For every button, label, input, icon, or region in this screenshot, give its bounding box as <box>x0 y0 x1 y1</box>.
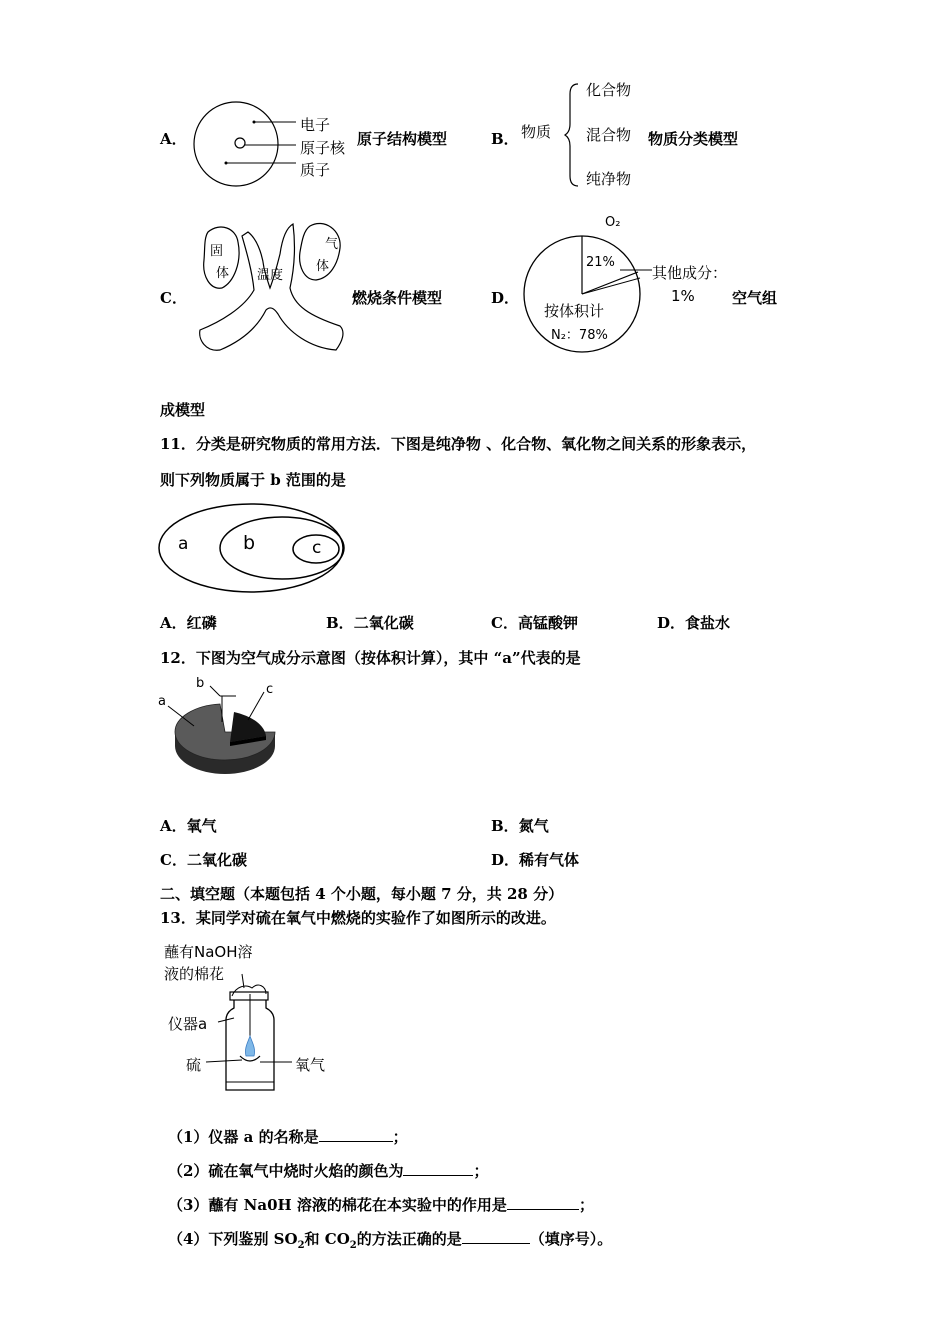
answer-blank-1[interactable] <box>319 1127 393 1142</box>
others-label: 其他成分： <box>652 264 728 282</box>
option-c-letter: C． <box>160 289 187 307</box>
combustion-model-label: 燃烧条件模型 <box>352 289 443 307</box>
branch-compound: 化合物 <box>586 81 632 99</box>
answer-blank-2[interactable] <box>403 1161 473 1176</box>
pie-label-a: a <box>158 694 166 709</box>
q13-sub3: （3）蘸有 Na0H 溶液的棉花在本实验中的作用是 ； <box>168 1196 594 1214</box>
q12-option-b[interactable]: B．氮气 <box>491 817 549 835</box>
classification-model-label: 物质分类模型 <box>648 130 739 148</box>
classification-root: 物质 <box>521 123 552 141</box>
q12-option-a[interactable]: A．氧气 <box>160 817 217 835</box>
option-b-letter: B． <box>491 130 519 148</box>
gas-label-1: 气 <box>325 237 339 252</box>
q11-option-c[interactable]: C．高锰酸钾 <box>491 614 578 632</box>
q13-stem: 13．某同学对硫在氧气中燃烧的实验作了如图所示的改进。 <box>160 909 556 927</box>
q11-option-a[interactable]: A．红磷 <box>160 614 217 632</box>
pie-label-b: b <box>196 676 205 691</box>
option-a-letter: A． <box>160 130 187 148</box>
branch-mixture: 混合物 <box>586 126 632 144</box>
sulfur-label: 硫 <box>186 1056 202 1074</box>
venn-label-c: c <box>312 538 322 558</box>
gas-label-2: 体 <box>316 259 330 274</box>
brace-icon <box>564 82 580 188</box>
q11-stem-line1: 11．分类是研究物质的常用方法．下图是纯净物 、化合物、氧化物之间关系的形象表示， <box>160 435 757 453</box>
oxygen-label: 氧气 <box>295 1056 326 1074</box>
label-proton: 质子 <box>300 161 331 179</box>
o2-label: O₂ <box>605 215 621 230</box>
pie-label-c: c <box>266 682 274 697</box>
venn-label-a: a <box>178 534 189 554</box>
label-nucleus: 原子核 <box>300 139 346 157</box>
label-electron: 电子 <box>300 116 331 134</box>
q13-sub1: （1）仪器 a 的名称是 ； <box>168 1128 408 1146</box>
q12-option-c[interactable]: C．二氧化碳 <box>160 851 247 869</box>
answer-blank-3[interactable] <box>507 1195 579 1210</box>
o2-percent: 21% <box>586 255 615 270</box>
branch-pure: 纯净物 <box>586 170 632 188</box>
q11-stem-line2: 则下列物质属于 b 范围的是 <box>160 471 346 489</box>
section-title: 二、填空题（本题包括 4 个小题，每小题 7 分，共 28 分） <box>160 885 564 903</box>
q13-sub2: （2）硫在氧气中烧时火焰的颜色为 ； <box>168 1162 489 1180</box>
instrument-label: 仪器a <box>168 1015 208 1033</box>
venn-label-b: b <box>243 532 256 554</box>
answer-blank-4[interactable] <box>462 1229 530 1244</box>
cotton-label-1: 蘸有NaOH溶 <box>164 943 253 961</box>
option-d-letter: D． <box>491 289 520 307</box>
solid-label-2: 体 <box>216 266 230 281</box>
air-model-label: 空气组 <box>732 289 778 307</box>
others-percent: 1% <box>671 287 695 305</box>
atom-outer-circle <box>194 102 278 186</box>
q12-option-d[interactable]: D．稀有气体 <box>491 851 580 869</box>
air-pie-3d <box>160 676 280 796</box>
q13-sub4: （4）下列鉴别 $SO_2$和 $CO_2$的方法正确的是 （填序号）。 <box>168 1230 613 1251</box>
by-volume-label: 按体积计 <box>544 302 605 320</box>
q11-option-b[interactable]: B．二氧化碳 <box>326 614 414 632</box>
q12-stem: 12．下图为空气成分示意图（按体积计算），其中 “a”代表的是 <box>160 649 581 667</box>
temperature-label: 温度 <box>257 268 284 283</box>
solid-label-1: 固 <box>210 244 224 259</box>
n2-percent: N₂：78% <box>551 328 608 343</box>
cotton-label-2: 液的棉花 <box>164 965 225 983</box>
atom-model-label: 原子结构模型 <box>357 130 448 148</box>
atom-nucleus <box>235 138 245 148</box>
q11-option-d[interactable]: D．食盐水 <box>657 614 731 632</box>
air-model-label-cont: 成模型 <box>160 401 206 419</box>
